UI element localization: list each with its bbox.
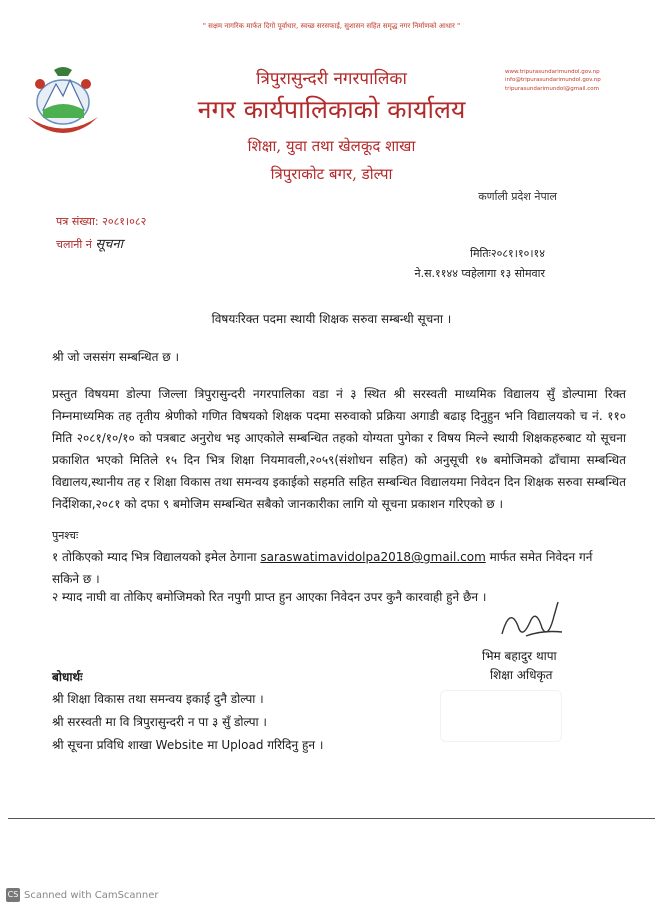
email-text: info@tripurasundarimundol.gov.np <box>505 77 601 84</box>
date-bs: मितिः२०८१।१०।१४ <box>470 247 545 260</box>
ref-label: पत्र संख्या: <box>56 215 99 228</box>
salutation: श्री जो जससंग सम्बन्धित छ । <box>52 350 180 364</box>
item1-tail: मार्फत समेत निवेदन गर्न सकिने छ । <box>52 550 593 586</box>
scanner-text: Scanned with CamScanner <box>24 889 159 901</box>
province-name: कर्णाली प्रदेश नेपाल <box>478 190 557 203</box>
cc-item: श्री सरस्वती मा वि त्रिपुरासुन्दरी न पा ३ सुँ डोल्पा । <box>52 715 267 729</box>
office-name: नगर कार्यपालिकाको कार्यालय <box>197 95 466 124</box>
municipality-name: त्रिपुरासुन्दरी नगरपालिका <box>256 69 407 89</box>
postscript-heading: पुनश्चः <box>52 529 79 542</box>
subject-line: विषयःरिक्त पदमा स्थायी शिक्षक सरुवा सम्बन्धी सूचना । <box>211 312 452 326</box>
scanner-footer <box>6 888 159 902</box>
motto-banner: " सक्षम नागरिक मार्फत दिगो पूर्वाधार, स्वच्छ सरसफाई, सुशासन सहित समृद्ध नगर निर्माणको आधार " <box>202 22 461 30</box>
gmail-text: tripurasundarimundol@gmail.com <box>505 85 600 92</box>
date-nepal-sambat: ने.स.११४४ प्वहेलागा १३ सोमवार <box>414 267 545 280</box>
camscanner-icon: CS <box>6 888 20 902</box>
cc-heading: बोधार्थः <box>52 670 83 684</box>
dispatch-number <box>56 234 123 252</box>
office-address: त्रिपुराकोट बगर, डोल्पा <box>270 165 393 183</box>
officer-name: भिम बहादुर थापा <box>482 649 557 663</box>
body-paragraph: प्रस्तुत विषयमा डोल्पा जिल्ला त्रिपुरासुन्दरी नगरपालिका वडा नं ३ स्थित श्री सरस्वती माध्यमिक विद्यालय सुँ डोल्पामा रिक्त निम्नमाध्यमिक तह तृतीय श्रेणीको गणित विषयको शिक्षक पदमा सरुवाको प्रक्रिया अगाडी बढाइ दिनुहुन भनि विद्यालयको च नं. ११० मिति २०८१/१०/१० को पत्रबाट अनुरोध भइ आएकोले सम्बन्धित तहको योग्यता पुगेका र विषय मिल्ने स्थायी शिक्षकहरुबाट यो सूचना प्रकाशित भएको मितिले १५ दिन भित्र शिक्षा नियमावली,२०५९(संशोधन सहित) को अनुसूची १७ बमोजिमको ढाँचामा सम्बन्धित विद्यालय,स्थानीय तह र शिक्षा विकास तथा समन्वय इकाईको सहमति सहित सम्बन्धित विद्यालयमा निवेदन दिन शिक्षक सरुवा सम्बन्धित निर्देशिका,२०८१ को दफा ९ बमोजिम सम्बन्धित सबैको जानकारीका लागि यो सूचना प्रकाशन गरिएको छ । <box>52 387 626 511</box>
officer-title: शिक्षा अधिकृत <box>490 668 553 682</box>
section-name: शिक्षा, युवा तथा खेलकूद शाखा <box>247 137 416 155</box>
ref-value: २०८१।०८२ <box>102 215 147 228</box>
postscript-item-1 <box>52 546 612 590</box>
postscript-item-2: २ म्याद नाघी वा तोकिए बमोजिमको रित नपुगी प्राप्त हुन आएका निवेदन उपर कुनै कारवाही हुने छैन । <box>52 590 487 604</box>
bottom-divider <box>8 818 655 819</box>
reference-number <box>56 214 146 229</box>
dispatch-label: चलानी नं <box>56 238 92 251</box>
school-email-link[interactable]: saraswatimavidolpa2018@gmail.com <box>260 550 486 564</box>
officer-signature <box>492 596 572 646</box>
office-stamp <box>440 690 562 742</box>
cc-item: श्री सूचना प्रविधि शाखा Website मा Upload गरिदिनु हुन । <box>52 738 324 752</box>
website-text: www.tripurasundarimundol.gov.np <box>505 69 600 75</box>
dispatch-value: सूचना <box>95 237 123 252</box>
cc-item: श्री शिक्षा विकास तथा समन्वय इकाई दुनै डोल्पा । <box>52 692 264 706</box>
item1-text: १ तोकिएको म्याद भित्र विद्यालयको इमेल ठेगाना <box>52 550 257 564</box>
